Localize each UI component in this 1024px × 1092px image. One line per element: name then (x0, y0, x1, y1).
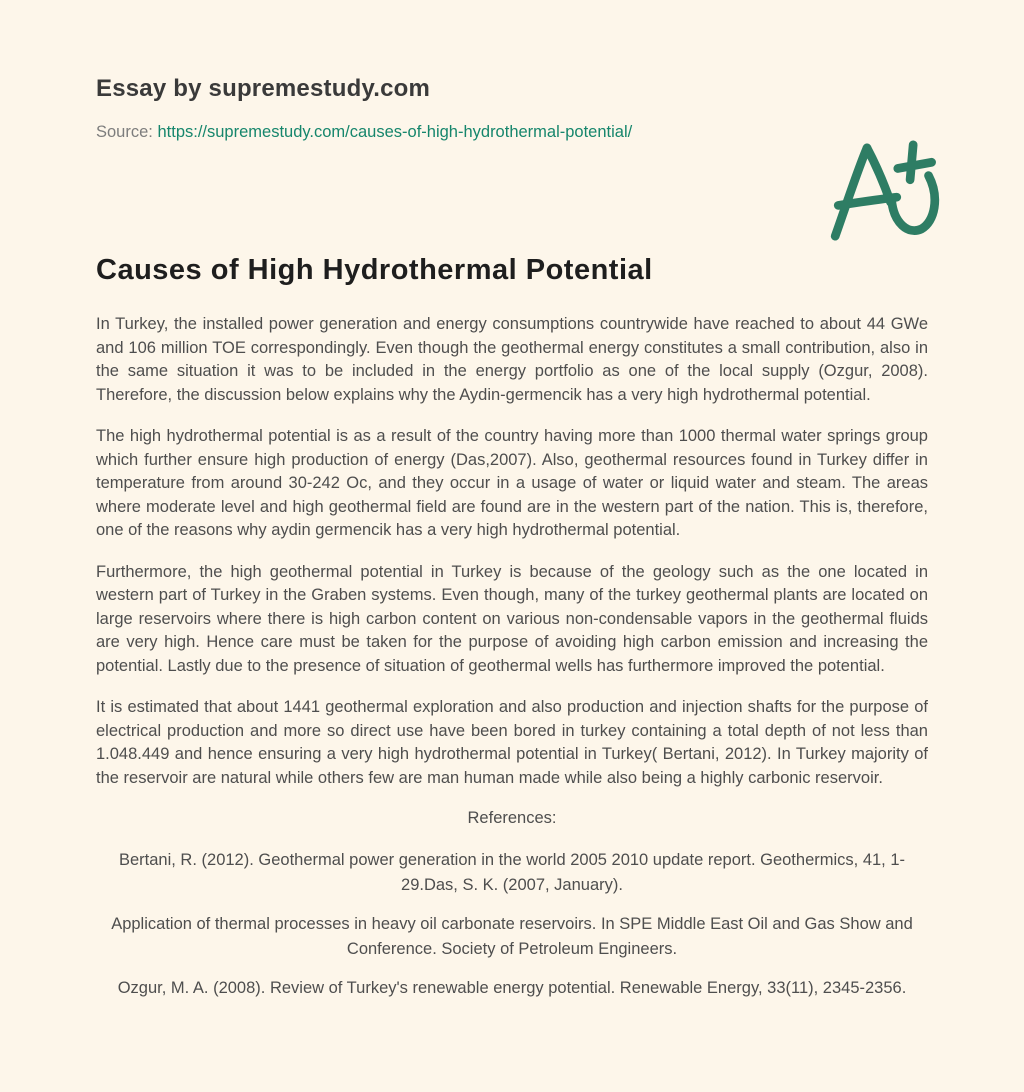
site-heading: Essay by supremestudy.com (96, 75, 431, 102)
references-heading: References: (467, 809, 557, 827)
references-section (96, 806, 928, 1001)
essay-paragraph-3: Furthermore, the high geothermal potential in Turkey is because of the geology such as the one located in western part of Turkey in the Graben systems. Even though, many of the turkey geothermal plants are located on large reservoirs where there is high carbon content on various non-condensable vapors in the geothermal fluids are very high. Hence care must be taken for the purpose of avoiding high carbon emission and increasing the potential. Lastly due to the presence of situation of geothermal wells has furthermore improved the potential. (96, 562, 928, 675)
page-header (96, 74, 928, 143)
essay-title: Causes of High Hydrothermal Potential (96, 254, 653, 286)
essay-paragraph-1: In Turkey, the installed power generation and energy consumptions countrywide have reached to about 44 GWe and 106 million TOE correspondingly. Even though the geothermal energy constitutes a small contribution, also in the same situation it was to be included in the energy portfolio as one of the local supply (Ozgur, 2008). Therefore, the discussion below explains why the Aydin-germencik has a very high hydrothermal potential. (96, 315, 928, 404)
essay-body (96, 253, 928, 1001)
reference-item-2: Application of thermal processes in heavy oil carbonate reservoirs. In SPE Middle East Oil and Gas Show and Conference. Society of Petroleum Engineers. (111, 915, 913, 958)
source-line (96, 122, 928, 143)
source-label: Source: (96, 123, 153, 141)
reference-item-1: Bertani, R. (2012). Geothermal power generation in the world 2005 2010 update report. Geothermics, 41, 1-29.Das, S. K. (2007, January). (118, 851, 906, 894)
essay-paragraph-4: It is estimated that about 1441 geothermal exploration and also production and injection shafts for the purpose of electrical production and more so direct use have been bored in turkey containing a total depth of not less than 1.048.449 and hence ensuring a very high hydrothermal potential in Turkey( Bertani, 2012). In Turkey majority of the reservoir are natural while others few are man human made while also being a highly carbonic reservoir. (96, 698, 928, 787)
a-plus-logo-icon (828, 134, 946, 246)
reference-item-3: Ozgur, M. A. (2008). Review of Turkey's renewable energy potential. Renewable Energy, 33(11), 2345-2356. (117, 979, 907, 997)
essay-paragraph-2: The high hydrothermal potential is as a result of the country having more than 1000 thermal water springs group which further ensure high production of energy (Das,2007). Also, geothermal resources found in Turkey differ in temperature from around 30-242 Oc, and they occur in a usage of water or liquid water and steam. The areas where moderate level and high geothermal field are found are in the western part of the nation. This is, therefore, one of the reasons why aydin germencik has a very high hydrothermal potential. (96, 427, 928, 539)
essay-page (0, 74, 1024, 1001)
source-url-link[interactable]: https://supremestudy.com/causes-of-high-hydrothermal-potential/ (157, 123, 633, 141)
